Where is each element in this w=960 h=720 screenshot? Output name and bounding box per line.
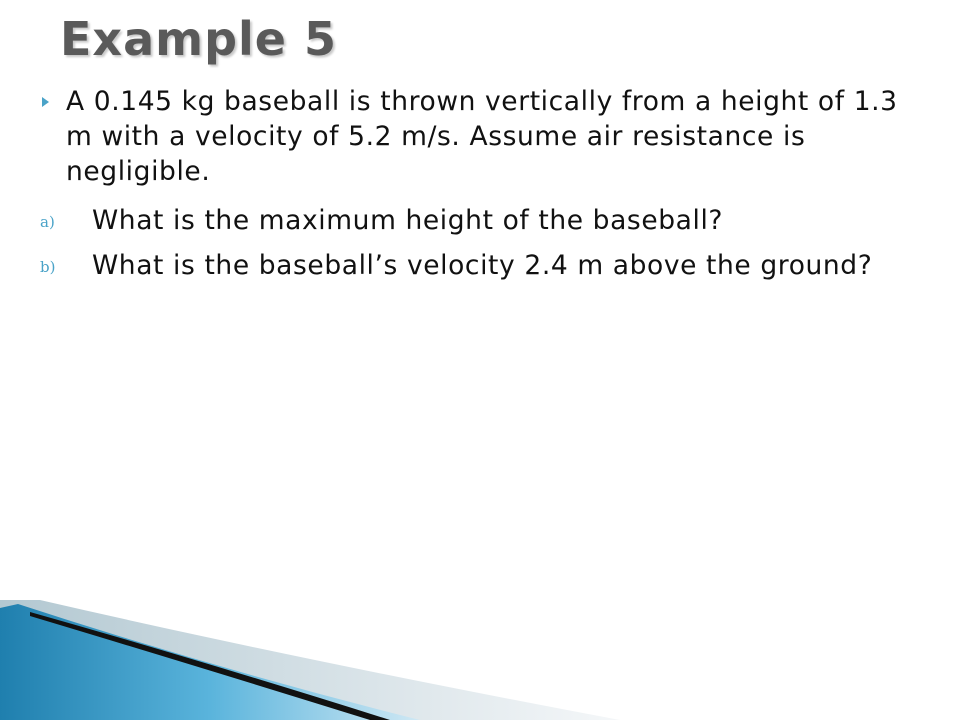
list-item (40, 203, 920, 238)
list-item (40, 248, 920, 283)
question-text: What is the baseball’s velocity 2.4 m above the ground? (92, 250, 873, 281)
page-title: Example 5 (60, 12, 337, 66)
problem-text: A 0.145 kg baseball is thrown vertically from a height of 1.3 m with a velocity of 5.2 m/s. Assume air resistance is negligible. (66, 86, 898, 187)
question-marker: b) (40, 258, 56, 276)
slide-content (40, 84, 920, 293)
decorative-wave-graphic (0, 600, 960, 720)
triangle-bullet-icon (42, 97, 49, 107)
question-marker: a) (40, 213, 55, 231)
question-list (40, 203, 920, 283)
problem-statement (40, 84, 920, 189)
question-text: What is the maximum height of the baseball? (92, 205, 724, 236)
